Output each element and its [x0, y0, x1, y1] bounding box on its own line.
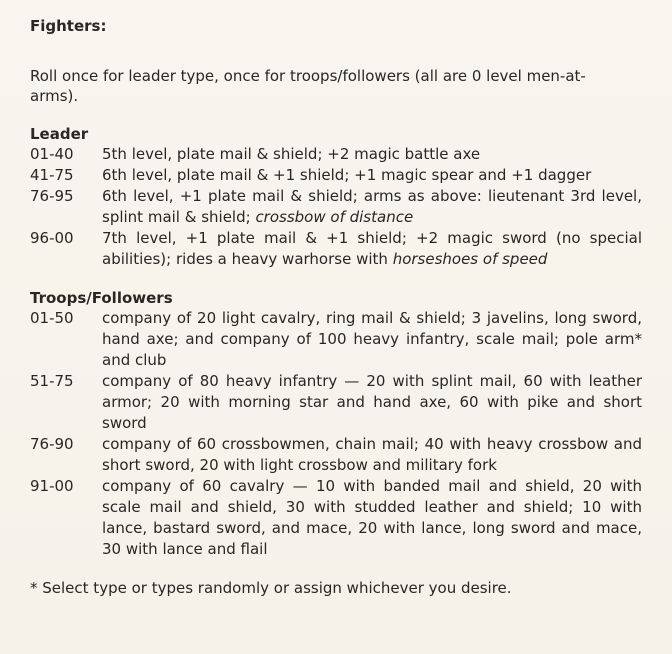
page-title: Fighters: [30, 17, 107, 35]
troops-row [30, 371, 642, 434]
leader-description-italic: horseshoes of speed [392, 250, 548, 268]
troops-roll-code: 01-50 [30, 309, 74, 327]
troops-row [30, 434, 642, 476]
leader-roll-code: 96-00 [30, 229, 74, 247]
footnote: * Select type or types randomly or assign whichever you desire. [30, 579, 512, 597]
leader-row [30, 144, 642, 165]
troops-section [30, 288, 642, 560]
intro-paragraph: Roll once for leader type, once for troops/followers (all are 0 level men-at-arms). [30, 67, 586, 105]
troops-description: company of 60 cavalry — 10 with banded mail and shield, 20 with scale mail and shield, 30 with studded leather and shield; 10 with lance, bastard sword, and mace, 20 with lance, long sword and mace, 30 with lance and flail [102, 477, 642, 558]
leader-description [102, 228, 642, 270]
troops-heading: Troops/Followers [30, 289, 173, 307]
troops-roll-code: 76-90 [30, 435, 74, 453]
troops-roll-code: 51-75 [30, 372, 74, 390]
troops-row [30, 308, 642, 371]
leader-heading: Leader [30, 125, 89, 143]
troops-description: company of 60 crossbowmen, chain mail; 40 with heavy crossbow and short sword, 20 with light crossbow and military fork [102, 435, 642, 474]
troops-roll-code: 91-00 [30, 477, 74, 495]
leader-description: 5th level, plate mail & shield; +2 magic battle axe [102, 145, 481, 163]
troops-description: company of 20 light cavalry, ring mail & shield; 3 javelins, long sword, hand axe; and company of 100 heavy infantry, scale mail; pole arm* and club [102, 309, 642, 369]
leader-description-main: 6th level, +1 plate mail & shield; arms as above: lieutenant 3rd level, splint mail & shield; [102, 187, 642, 226]
leader-row [30, 228, 642, 270]
leader-row [30, 186, 642, 228]
leader-description: 6th level, plate mail & +1 shield; +1 magic spear and +1 dagger [102, 166, 592, 184]
troops-description: company of 80 heavy infantry — 20 with splint mail, 60 with leather armor; 20 with morning star and hand axe, 60 with pike and short sword [102, 372, 642, 432]
troops-row [30, 476, 642, 560]
leader-row [30, 165, 642, 186]
leader-description-italic: crossbow of distance [255, 208, 414, 226]
leader-description [102, 186, 642, 228]
leader-section [30, 124, 642, 270]
leader-roll-code: 01-40 [30, 145, 74, 163]
leader-roll-code: 41-75 [30, 166, 74, 184]
leader-roll-code: 76-95 [30, 187, 74, 205]
leader-description-main: 7th level, +1 plate mail & +1 shield; +2 magic sword (no special abilities); rides a heavy warhorse with [102, 229, 642, 268]
